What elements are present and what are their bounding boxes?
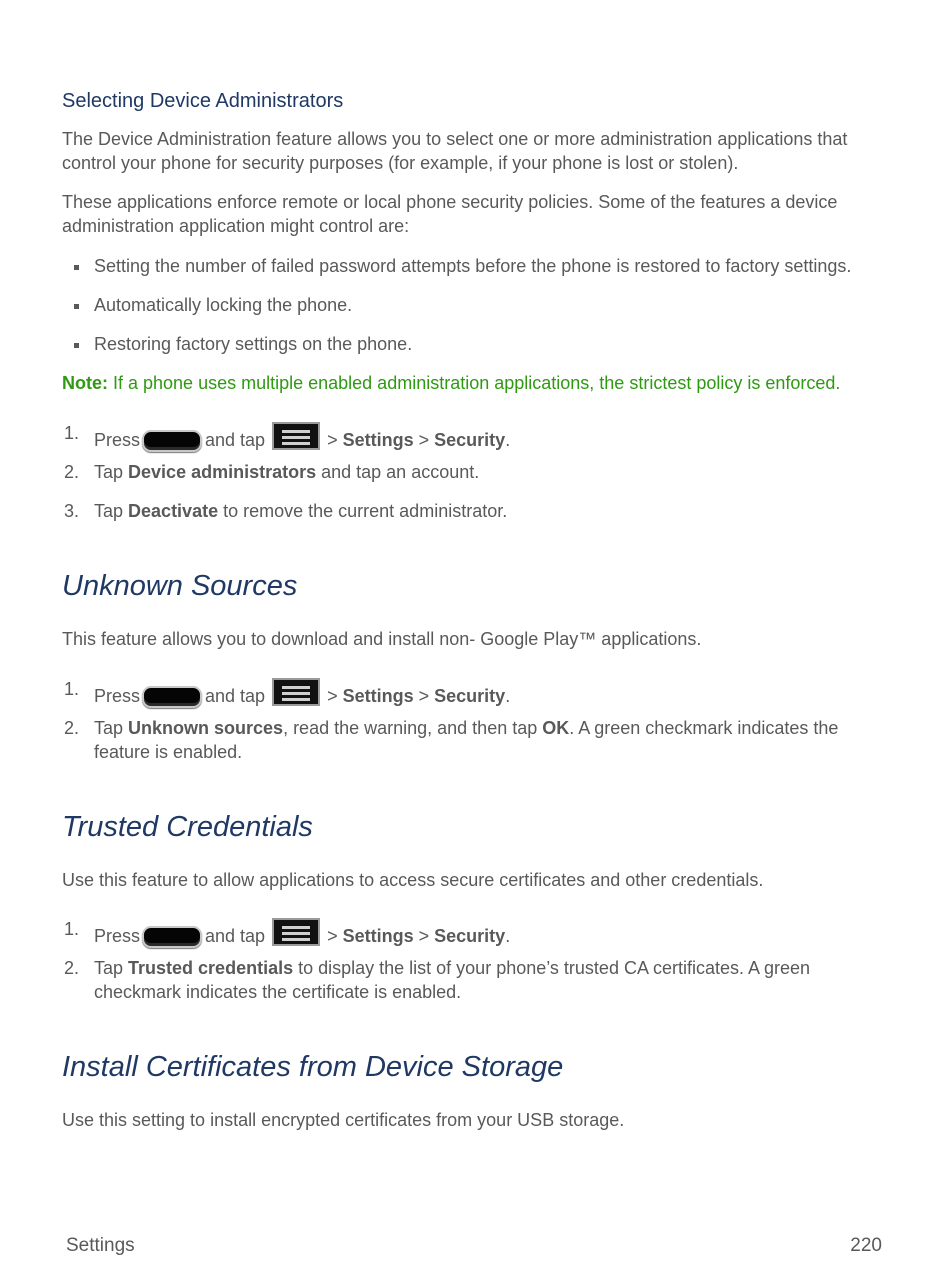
section-heading-trusted-credentials: Trusted Credentials bbox=[62, 811, 313, 843]
paragraph: This feature allows you to download and install non- Google Play™ applications. bbox=[62, 629, 702, 649]
paragraph: These applications enforce remote or local phone security policies. Some of the features a device administration application might control are: bbox=[62, 192, 838, 236]
menu-button-icon bbox=[272, 678, 320, 706]
section-heading-install-certificates: Install Certificates from Device Storage bbox=[62, 1051, 564, 1083]
note-label: Note: bbox=[62, 373, 108, 393]
paragraph: The Device Administration feature allows you to select one or more administration applications that control your phone for security purposes (for example, if your phone is lost or stolen). bbox=[62, 129, 848, 173]
home-button-icon bbox=[142, 430, 202, 452]
paragraph: Use this feature to allow applications to access secure certificates and other credentials. bbox=[62, 870, 764, 890]
bullet-icon bbox=[74, 304, 79, 309]
footer-page-number: 220 bbox=[850, 1235, 882, 1256]
note-text: If a phone uses multiple enabled administration applications, the strictest policy is enforced. bbox=[108, 373, 841, 393]
section-heading-unknown-sources: Unknown Sources bbox=[62, 570, 298, 602]
menu-button-icon bbox=[272, 918, 320, 946]
note bbox=[62, 372, 892, 396]
bullet-icon bbox=[74, 343, 79, 348]
home-button-icon bbox=[142, 926, 202, 948]
bullet-icon bbox=[74, 265, 79, 270]
menu-button-icon bbox=[272, 422, 320, 450]
footer-section-name: Settings bbox=[66, 1235, 135, 1256]
paragraph: Use this setting to install encrypted certificates from your USB storage. bbox=[62, 1110, 625, 1130]
section-heading-device-administrators: Selecting Device Administrators bbox=[62, 90, 344, 112]
home-button-icon bbox=[142, 686, 202, 708]
